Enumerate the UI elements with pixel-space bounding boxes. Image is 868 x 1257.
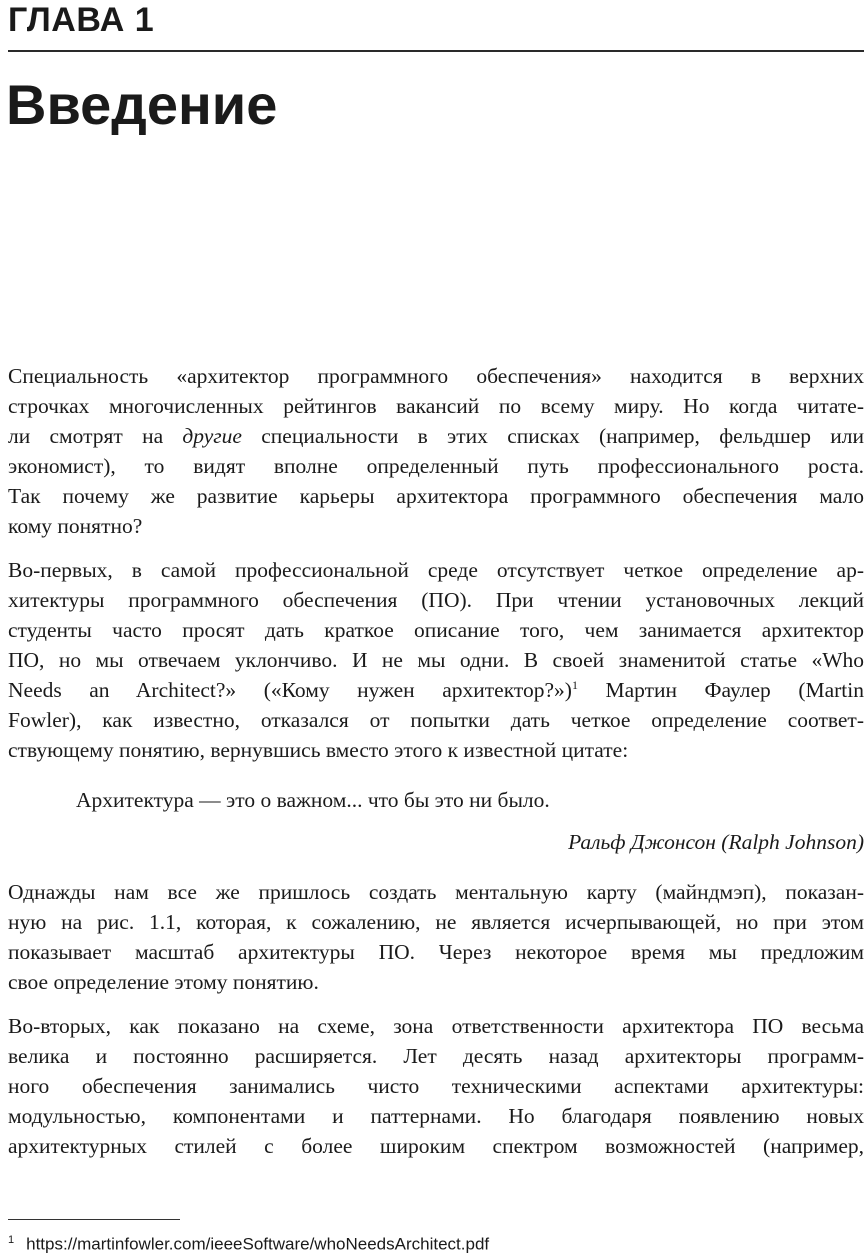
text-line: кому понятно?: [8, 514, 143, 538]
text-line: ствующему понятию, вернувшись вместо этого к известной цитате:: [8, 738, 629, 762]
text-fragment: ли смотрят на: [8, 424, 183, 448]
text-line: архитектурных стилей с более широким спектром возможностей (например,: [8, 1134, 864, 1158]
text-fragment: Мартин Фаулер (Martin: [577, 678, 864, 702]
text-line: строчках многочисленных рейтингов вакансий по всему миру. Но когда читате-: [8, 394, 864, 418]
text-line: ную на рис. 1.1, которая, к сожалению, не является исчерпывающей, но при этом: [8, 910, 864, 934]
epigraph-quote: Архитектура — это о важном... что бы это ни было.: [76, 788, 550, 812]
text-line: Однажды нам все же пришлось создать ментальную карту (майндмэп), показан-: [8, 880, 864, 904]
text-line: [8, 421, 864, 451]
text-line: [8, 675, 864, 705]
chapter-title: Введение: [6, 73, 278, 136]
text-line: ПО, но мы отвечаем уклончиво. И не мы одни. В своей знаменитой статье «Who: [8, 648, 864, 672]
text-line: показывает масштаб архитектуры ПО. Через некоторое время мы предложим: [8, 940, 864, 964]
text-line: ного обеспечения занимались чисто техническими аспектами архитектуры:: [8, 1074, 864, 1098]
text-fragment: Needs an Architect?» («Кому нужен архитектор?»): [8, 678, 572, 702]
text-line: свое определение этому понятию.: [8, 970, 319, 994]
chapter-label: ГЛАВА 1: [8, 1, 155, 39]
paragraph-2: [8, 555, 864, 765]
text-line: Так почему же развитие карьеры архитектора программного обеспечения мало: [8, 484, 864, 508]
footnote: [8, 1228, 489, 1257]
emphasis-other: другие: [182, 424, 242, 448]
text-line: хитектуры программного обеспечения (ПО). При чтении установочных лекций: [8, 588, 864, 612]
chapter-divider: [8, 50, 864, 52]
text-line: студенты часто просят дать краткое описание того, чем занимается архитектор: [8, 618, 864, 642]
text-line: Во-первых, в самой профессиональной среде отсутствует четкое определение ар-: [8, 558, 864, 582]
text-line: Специальность «архитектор программного обеспечения» находится в верхних: [8, 364, 864, 388]
footnote-link[interactable]: https://martinfowler.com/ieeeSoftware/whoNeedsArchitect.pdf: [26, 1234, 490, 1254]
quote-attribution: Ральф Джонсон (Ralph Johnson): [568, 830, 864, 854]
text-line: экономист), то видят вполне определенный путь профессионального роста.: [8, 454, 864, 478]
paragraph-1: [8, 361, 864, 541]
text-line: модульностью, компонентами и паттернами. Но благодаря появлению новых: [8, 1104, 864, 1128]
text-line: велика и постоянно расширяется. Лет десять назад архитекторы программ-: [8, 1044, 864, 1068]
footnote-divider: [8, 1219, 180, 1220]
paragraph-4: [8, 1011, 864, 1161]
paragraph-3: [8, 877, 864, 997]
text-line: Во-вторых, как показано на схеме, зона ответственности архитектора ПО весьма: [8, 1014, 864, 1038]
text-line: Fowler), как известно, отказался от попытки дать четкое определение соответ-: [8, 708, 864, 732]
body-text: [8, 361, 864, 1175]
footnote-ref[interactable]: 1: [571, 677, 578, 692]
footnote-number: 1: [8, 1234, 15, 1246]
text-fragment: специальности в этих списках (например, фельдшер или: [241, 424, 864, 448]
